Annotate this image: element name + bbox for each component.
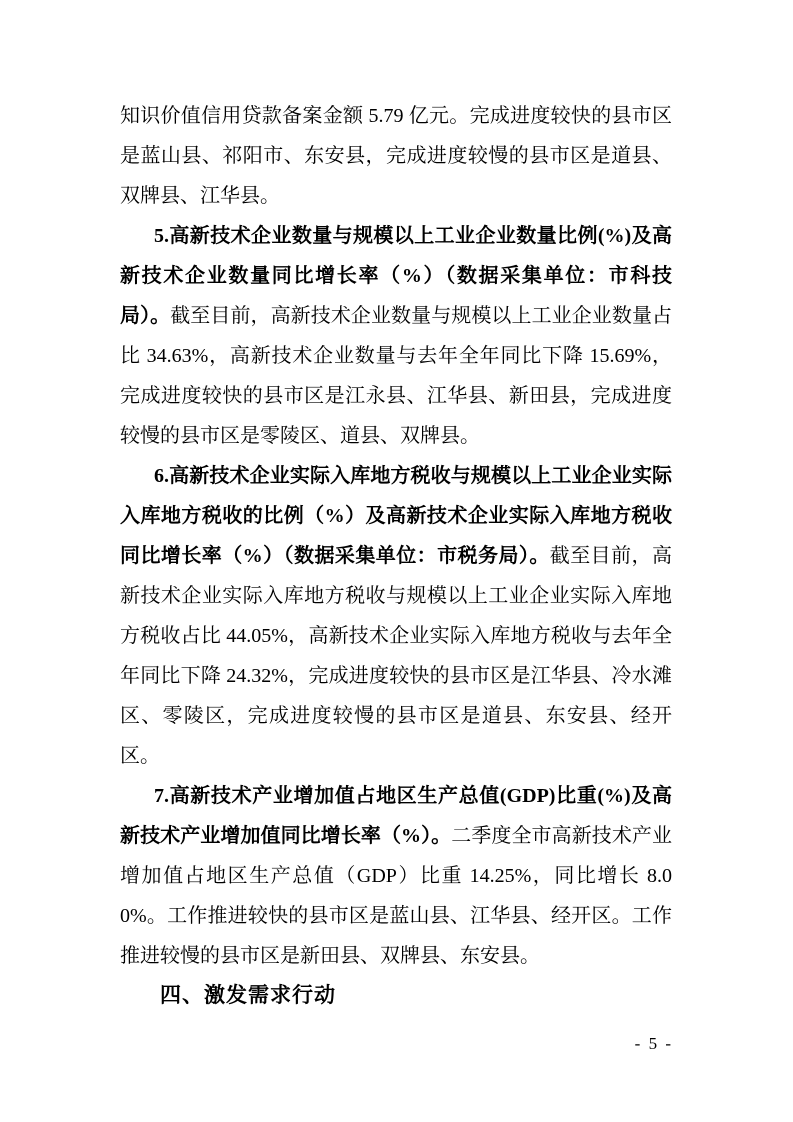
section-6-heading: 6.高新技术企业实际入库地方税收与规模以上工业企业实际入库地方税收的比例（%）及高新技术企业实际入库地方税收同比增长率（%）（数据采集单位：市税务局）。 xyxy=(120,465,672,567)
section-5-heading: 5.高新技术企业数量与规模以上工业企业数量比例(%)及高新技术企业数量同比增长率（%）（数据采集单位：市科技局）。 xyxy=(120,225,672,327)
page-number: - 5 - xyxy=(634,1034,673,1053)
document-body xyxy=(120,96,672,1016)
chapter-heading: 四、激发需求行动 xyxy=(160,984,336,1007)
paragraph-text: 知识价值信用贷款备案金额 5.79 亿元。完成进度较快的县市区是蓝山县、祁阳市、东安县，完成进度较慢的县市区是道县、双牌县、江华县。 xyxy=(120,105,672,207)
paragraph-section-5 xyxy=(120,216,672,456)
paragraph-continuation xyxy=(120,96,672,216)
paragraph-section-6 xyxy=(120,456,672,776)
section-7-heading: 7.高新技术产业增加值占地区生产总值(GDP)比重(%)及高新技术产业增加值同比增长率（%）。 xyxy=(120,785,672,847)
section-6-body: 截至目前，高新技术企业实际入库地方税收与规模以上工业企业实际入库地方税收占比 44.05%，高新技术企业实际入库地方税收与去年全年同比下降 24.32%，完成进度较快的县市区是江华县、冷水滩区、零陵区，完成进度较慢的县市区是道县、东安县、经开区。 xyxy=(120,545,673,767)
section-5-body: 截至目前，高新技术企业数量与规模以上工业企业数量占比 34.63%，高新技术企业数量与去年全年同比下降 15.69%，完成进度较快的县市区是江永县、江华县、新田县，完成进度较慢的县市区是零陵区、道县、双牌县。 xyxy=(120,305,673,447)
section-7-body: 二季度全市高新技术产业增加值占地区生产总值（GDP）比重 14.25%，同比增长 8.00%。工作推进较快的县市区是蓝山县、江华县、经开区。工作推进较慢的县市区是新田县、双牌县、东安县。 xyxy=(120,825,673,967)
paragraph-section-7 xyxy=(120,776,672,976)
